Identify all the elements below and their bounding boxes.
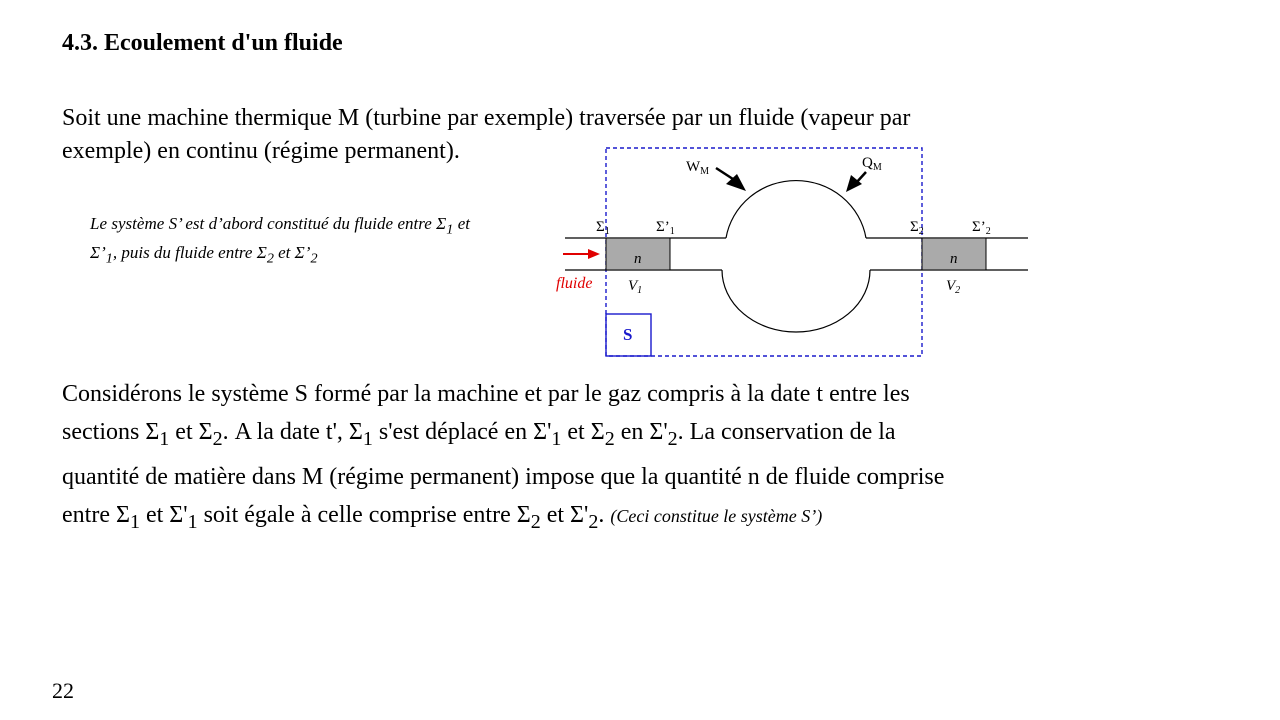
v1-label: $V_1$ (628, 278, 643, 296)
w-label: $W_M$ (686, 159, 710, 177)
sigma2-label: $\Sigma_2$ (910, 219, 924, 237)
section-title: 4.3. Ecoulement d'un fluide (62, 30, 343, 56)
system-s-prime-aside: (Ceci constitue le système S’) (610, 505, 823, 526)
n-left: n (634, 251, 642, 267)
body-line-2: sections $\Sigma_1$ et $\Sigma_2$. A la date t', $\Sigma_1$ s'est déplacé en $\Sigma'_1$ et $\Sigma_2$ en $\Sigma'_2$. La conservation de la (62, 419, 896, 450)
page-number: 22 (52, 678, 74, 703)
body-line-3: quantité de matière dans M (régime permanent) impose que la quantité n de fluide comprise (62, 463, 945, 490)
n-right: n (950, 251, 958, 267)
q-label: $Q_M$ (862, 155, 882, 173)
fluid-arrow-head (588, 249, 600, 259)
side-note: Le système S’ est d’abord constitué du fluide entre $\Sigma_1$ et $\Sigma’_1$, puis du fluide entre $\Sigma_2$ et $\Sigma’_2$ (90, 214, 470, 267)
body-paragraph (62, 375, 1162, 541)
intro-line-2: exemple) en continu (régime permanent). (62, 138, 460, 164)
machine-upper-arc (726, 181, 866, 238)
machine-lower-arc (722, 270, 870, 332)
fluid-label: fluide (556, 275, 593, 292)
sigma1p-label: $\Sigma’_1$ (656, 219, 675, 237)
s-label: S (623, 325, 633, 344)
intro-line-1: Soit une machine thermique M (turbine par exemple) traversée par un fluide (vapeur par (62, 105, 911, 131)
sigma2p-label: $\Sigma’_2$ (972, 219, 991, 237)
sigma1-label: $\Sigma_1$ (596, 219, 610, 237)
body-line-1: Considérons le système S formé par la machine et par le gaz compris à la date t entre les (62, 381, 910, 407)
body-line-4: entre $\Sigma_1$ et $\Sigma'_1$ soit égale à celle comprise entre $\Sigma_2$ et $\Sigma'_2$. (Ceci constitue le système S’) (62, 501, 823, 533)
v2-label: $V_2$ (946, 278, 961, 296)
